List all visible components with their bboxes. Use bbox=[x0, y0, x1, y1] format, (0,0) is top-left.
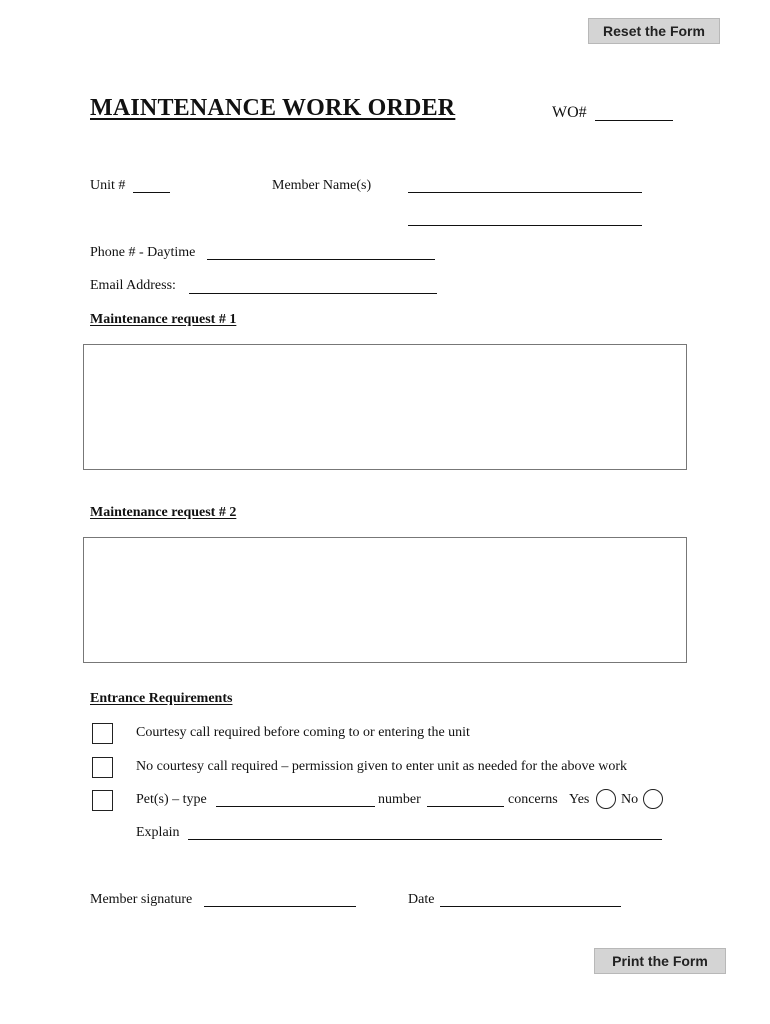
request-1-heading: Maintenance request # 1 bbox=[90, 312, 237, 327]
yes-label: Yes bbox=[569, 792, 590, 807]
no-courtesy-call-label: No courtesy call required – permission given to enter unit as needed for the above work bbox=[136, 759, 628, 774]
wo-number-field[interactable] bbox=[595, 104, 673, 121]
courtesy-call-checkbox[interactable] bbox=[92, 723, 113, 744]
date-label: Date bbox=[408, 892, 435, 907]
member-names-label: Member Name(s) bbox=[272, 178, 372, 193]
entrance-heading: Entrance Requirements bbox=[90, 691, 233, 706]
pets-type-label: Pet(s) – type bbox=[136, 792, 207, 807]
email-label: Email Address: bbox=[90, 278, 176, 293]
pets-type-field[interactable] bbox=[216, 792, 375, 807]
print-form-button[interactable]: Print the Form bbox=[594, 948, 726, 974]
courtesy-call-label: Courtesy call required before coming to or entering the unit bbox=[136, 725, 470, 740]
phone-field[interactable] bbox=[207, 245, 435, 260]
explain-label: Explain bbox=[136, 825, 180, 840]
member-name-field-2[interactable] bbox=[408, 211, 642, 226]
concerns-no-radio[interactable] bbox=[643, 789, 663, 809]
no-courtesy-call-checkbox[interactable] bbox=[92, 757, 113, 778]
explain-field[interactable] bbox=[188, 825, 662, 840]
concerns-label: concerns bbox=[508, 792, 558, 807]
request-1-textarea[interactable] bbox=[83, 344, 687, 470]
no-label: No bbox=[621, 792, 639, 807]
email-field[interactable] bbox=[189, 278, 437, 294]
pets-checkbox[interactable] bbox=[92, 790, 113, 811]
concerns-yes-radio[interactable] bbox=[596, 789, 616, 809]
wo-number-label: WO# bbox=[552, 104, 587, 121]
pets-number-field[interactable] bbox=[427, 792, 504, 807]
request-2-heading: Maintenance request # 2 bbox=[90, 505, 237, 520]
pets-number-label: number bbox=[378, 792, 421, 807]
phone-label: Phone # - Daytime bbox=[90, 245, 196, 260]
signature-label: Member signature bbox=[90, 892, 193, 907]
form-title: MAINTENANCE WORK ORDER bbox=[90, 95, 456, 121]
member-name-field-1[interactable] bbox=[408, 178, 642, 193]
signature-field[interactable] bbox=[204, 892, 356, 907]
reset-form-button[interactable]: Reset the Form bbox=[588, 18, 720, 44]
unit-label: Unit # bbox=[90, 178, 126, 193]
date-field[interactable] bbox=[440, 892, 621, 907]
unit-field[interactable] bbox=[133, 178, 170, 193]
request-2-textarea[interactable] bbox=[83, 537, 687, 663]
